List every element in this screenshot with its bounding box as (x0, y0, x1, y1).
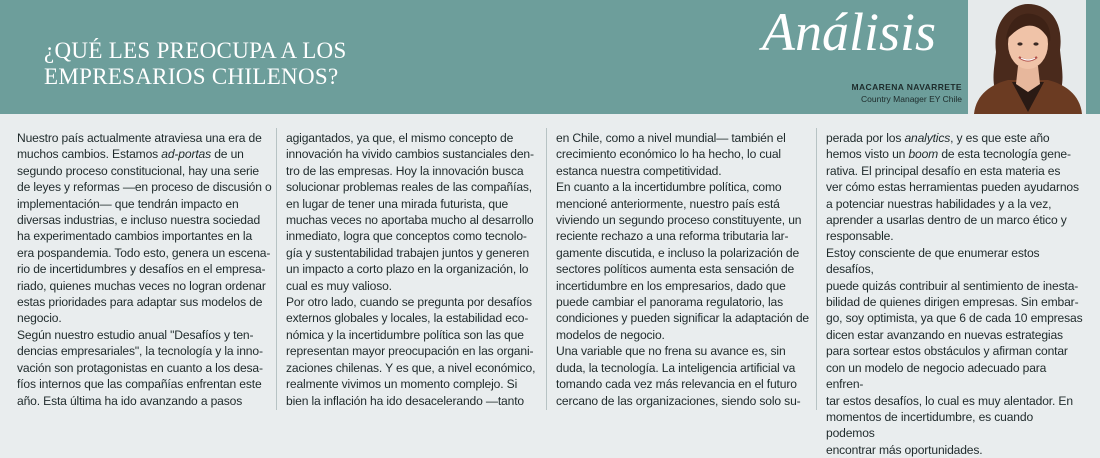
article-column-4 (826, 130, 1084, 458)
text-line: inmediato, logra que conceptos como tecnolo- (286, 229, 527, 244)
author-role: Country Manager EY Chile (861, 94, 962, 104)
text-line: En cuanto a la incertidumbre política, como (556, 180, 782, 195)
text-line: muchas veces no aportaba mucho al desarrollo (286, 213, 534, 228)
text-line: Según nuestro estudio anual "Desafíos y ten- (17, 327, 254, 342)
text-line: nómica y la incertidumbre política son las que (286, 327, 524, 342)
text-line (17, 146, 275, 162)
text-line: reciente rechazo a una reforma tributaria lar- (556, 229, 789, 244)
text-line: tomando cada vez más relevancia en el futuro (556, 377, 797, 392)
text-line: rativa. El principal desafío en esta materia es (826, 163, 1061, 178)
text-line: estas prioridades para adaptar sus modelos de (17, 295, 263, 310)
text-line: Estoy consciente de que enumerar estos desafíos, (826, 245, 1040, 277)
text-line: mencioné anteriormente, nuestro país está (556, 196, 780, 211)
headline-line-1: ¿QUÉ LES PREOCUPA A LOS (44, 38, 347, 63)
text-line: rio de incertidumbres y desafíos en el empresa- (17, 262, 266, 277)
text-line: diversas industrias, e incluso nuestra sociedad (17, 213, 261, 228)
text-line (826, 146, 1084, 162)
text-line: dicen estar avanzando en nuevas estrategias (826, 327, 1063, 342)
text-line: ver cómo estas herramientas pueden ayudarnos (826, 180, 1079, 195)
text-run: , y es que este año (950, 131, 1050, 145)
text-run: hemos visto un (826, 147, 909, 162)
text-run: muchos cambios. Estamos (17, 147, 162, 162)
italic-term: boom (908, 147, 939, 162)
text-line: estanca nuestra competitividad. (556, 163, 722, 178)
text-line: bien la inflación ha ido desacelerando —tanto (286, 393, 524, 408)
author-portrait-photo (968, 0, 1086, 114)
author-name: MACARENA NAVARRETE (851, 82, 962, 92)
text-line: solucionar problemas reales de las compañías, (286, 180, 533, 195)
text-line: era pospandemia. Todo esto, genera un escena- (17, 245, 271, 260)
text-line: puede cambiar el panorama regulatorio, las (556, 295, 783, 310)
text-line: riado, quienes muchas veces no logran ordenar (17, 278, 266, 293)
article-column-3 (556, 130, 814, 409)
text-line: modelos de negocio. (556, 327, 665, 342)
text-line: año. Esta última ha ido avanzando a pasos (17, 393, 243, 408)
text-line: de leyes y reformas —en proceso de discusión o (17, 180, 272, 195)
portrait-illustration (968, 0, 1086, 114)
text-line: tro de las empresas. Hoy la innovación busca (286, 163, 524, 178)
section-title: Análisis (762, 2, 937, 62)
text-run: de un (211, 147, 244, 162)
text-line: gía y sustentabilidad trabajen juntos y generen (286, 245, 530, 260)
headline-line-2: EMPRESARIOS CHILENOS? (44, 64, 339, 89)
header-band (0, 0, 1100, 114)
column-divider (816, 128, 817, 410)
text-line: externos globales y locales, la estabilidad eco- (286, 311, 529, 326)
text-line: duda, la tecnología. La inteligencia artificial va (556, 360, 796, 375)
text-line: en Chile, como a nivel mundial— también el (556, 131, 786, 145)
text-line: con un modelo de negocio adecuado para enfren- (826, 360, 1047, 392)
text-line: tar estos desafíos, lo cual es muy alentador. En (826, 393, 1073, 408)
text-line: implementación— que tendrán impacto en (17, 196, 239, 211)
text-line (826, 130, 1084, 146)
text-line: cual es muy valioso. (286, 278, 392, 293)
text-line: incertidumbre en los empresarios, dado que (556, 278, 786, 293)
text-line: Una variable que no frena su avance es, sin (556, 344, 786, 359)
text-line: encontrar más oportunidades. (826, 442, 983, 457)
text-line: condiciones y pueden significar la adaptación de (556, 311, 809, 326)
text-line: vación son protagonistas en cuanto a los desa- (17, 360, 263, 375)
text-line: gamente discutida, e incluso la polarización de (556, 245, 800, 260)
text-line: sectores políticos aumenta esta sensación de (556, 262, 795, 277)
text-line: en lugar de tener una mirada futurista, que (286, 196, 509, 211)
text-run: de esta tecnología gene- (938, 147, 1071, 162)
text-line: a potenciar nuestras habilidades y a la vez, (826, 196, 1052, 211)
text-line: representan mayor preocupación en las organi- (286, 344, 534, 359)
italic-term: analytics (904, 131, 951, 145)
text-line: responsable. (826, 229, 894, 244)
text-line: bilidad de quienes dirigen empresas. Sin embar- (826, 295, 1079, 310)
italic-term: ad-portas (161, 147, 212, 162)
text-line: negocio. (17, 311, 62, 326)
text-line: momentos de incertidumbre, es cuando podemos (826, 409, 1034, 441)
text-line: ha experimentado cambios importantes en la (17, 229, 253, 244)
text-line: innovación ha vivido cambios sustanciales den- (286, 147, 534, 162)
text-line: crecimiento económico lo ha hecho, lo cual (556, 147, 781, 162)
text-line: puede quizás contribuir al sentimiento de inesta- (826, 278, 1079, 293)
text-line: Por otro lado, cuando se pregunta por desafíos (286, 295, 532, 310)
text-line: un impacto a corto plazo en la organización, lo (286, 262, 529, 277)
text-line: Nuestro país actualmente atraviesa una era de (17, 131, 262, 145)
text-run: perada por los (826, 131, 905, 145)
text-line: agigantados, ya que, el mismo concepto de (286, 131, 514, 145)
text-line: go, soy optimista, ya que 6 de cada 10 empresas (826, 311, 1083, 326)
headline (44, 38, 464, 90)
column-divider (546, 128, 547, 410)
text-line: zaciones chilenas. Y es que, a nivel económico, (286, 360, 536, 375)
column-divider (276, 128, 277, 410)
text-line: realmente vivimos un momento complejo. Si (286, 377, 518, 392)
text-line: aprender a usarlas dentro de un marco ético y (826, 213, 1067, 228)
article-column-1 (17, 130, 275, 409)
text-line: segundo proceso constitucional, hay una serie (17, 163, 260, 178)
text-line: dencias empresariales", la tecnología y la inno- (17, 344, 263, 359)
text-line: cercano de las organizaciones, siendo solo su- (556, 393, 801, 408)
text-line: fíos internos que las compañías enfrentan este (17, 377, 262, 392)
text-line: viviendo un segundo proceso constituyente, un (556, 213, 802, 228)
article-column-2 (286, 130, 544, 409)
text-line: para sortear estos obstáculos y afirman contar (826, 344, 1068, 359)
